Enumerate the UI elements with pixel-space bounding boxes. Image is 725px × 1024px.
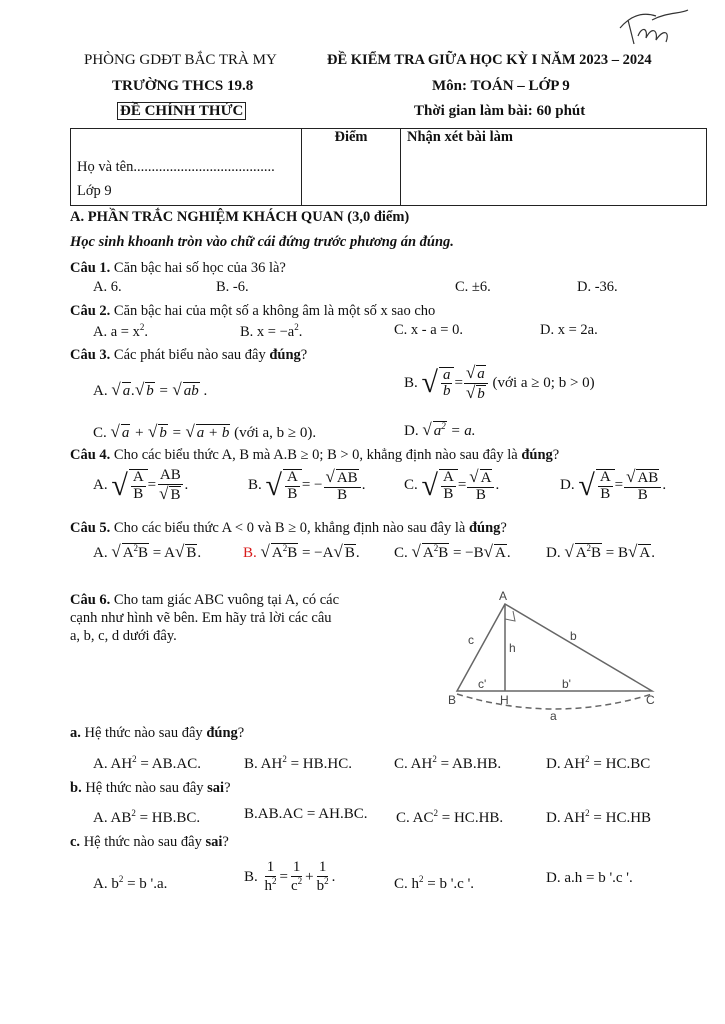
sup: 2 xyxy=(585,808,590,818)
label-b-prime: b' xyxy=(562,677,571,691)
q5-c-letter: C. xyxy=(394,545,408,561)
label-a-vertex: A xyxy=(499,589,508,603)
qc-text: Hệ thức nào sau đây xyxy=(83,834,206,850)
q5-d-letter: D. xyxy=(546,545,561,561)
official-label xyxy=(117,103,246,120)
q3-option-d[interactable]: D. √ $a^2 = a$. xyxy=(404,420,476,439)
frac-num: 1 xyxy=(318,859,327,875)
q4-end: ? xyxy=(552,447,560,463)
q6-stem-line3: a, b, c, d dưới đây. xyxy=(70,628,177,644)
q2-option-b[interactable] xyxy=(240,322,302,341)
qa-a-text: A. AH xyxy=(93,756,133,772)
qb-stem xyxy=(70,780,231,797)
q2-a-end: . xyxy=(144,323,148,340)
qa-c-text: C. AH xyxy=(394,756,433,772)
qc-stem xyxy=(70,834,229,851)
official-text: ĐỀ CHÍNH THỨC xyxy=(117,102,246,120)
label-c-vertex: C xyxy=(646,693,655,707)
qb-end: ? xyxy=(224,780,231,796)
q5-text: Cho các biểu thức A < 0 và B ≥ 0, khẳng định nào sau đây là xyxy=(113,520,469,536)
q3-d-letter: D. xyxy=(404,423,419,439)
right-angle-a xyxy=(505,611,515,621)
q4-stem xyxy=(70,447,559,464)
qa-label: a. xyxy=(70,725,81,741)
label-b-vertex: B xyxy=(448,693,457,707)
qc-c-text: C. h xyxy=(394,876,420,892)
qc-bold: sai xyxy=(205,834,223,850)
q3-text: Các phát biểu nào sau đây xyxy=(113,347,270,363)
q4-a-letter: A. xyxy=(93,477,108,494)
q2-b-text: B. x = −a xyxy=(240,323,295,340)
q5-option-d[interactable]: D. √ $A^2B = B√$ A. xyxy=(546,542,655,561)
qc-a-text: A. b xyxy=(93,876,119,892)
q1-text: Căn bậc hai số học của 36 là? xyxy=(113,260,286,276)
qb-option-a[interactable] xyxy=(93,808,200,827)
sup: 2 xyxy=(297,875,303,886)
qc-option-c[interactable] xyxy=(394,874,474,893)
q3-b-letter: B. xyxy=(404,374,418,391)
sup: 2 xyxy=(324,875,329,886)
sup: 2 xyxy=(118,874,124,884)
qc-end: ? xyxy=(222,834,229,850)
q1-option-b[interactable]: B. -6. xyxy=(216,279,249,295)
q3-option-b[interactable]: B. √ $\frac{a}{b}$ = $\frac{√ a}{√ b}$ (với a ≥ 0; b > 0) xyxy=(404,363,595,402)
qb-option-c[interactable] xyxy=(396,808,503,827)
section-a-instruction: Học sinh khoanh tròn vào chữ cái đứng trước phương án đúng. xyxy=(70,234,454,250)
qc-a-end: = b '.a. xyxy=(123,876,168,892)
q3-option-a[interactable]: A. √ a.√ b = √ ab . xyxy=(93,380,208,399)
qc-option-d[interactable]: D. a.h = b '.c '. xyxy=(546,870,633,886)
label-h-vertex: H xyxy=(500,693,509,707)
duration: Thời gian làm bài: 60 phút xyxy=(414,103,586,119)
triangle-figure xyxy=(440,584,665,724)
q3-c-note: (với a, b ≥ 0). xyxy=(234,425,317,441)
class-label: Lớp 9 xyxy=(77,183,112,199)
score-label: Điểm xyxy=(334,129,368,145)
exam-title: ĐỀ KIỂM TRA GIỮA HỌC KỲ I NĂM 2023 – 2024 xyxy=(327,52,652,68)
q4-option-c[interactable]: C. √ $\frac{A}{B}$ = $\frac{√ A}{B}$ . xyxy=(404,467,500,503)
q3-a-letter: A. xyxy=(93,383,108,399)
label-h: h xyxy=(509,641,516,655)
name-cell[interactable] xyxy=(71,129,302,206)
q1-label: Câu 1. xyxy=(70,260,111,276)
q3-bold: đúng xyxy=(269,347,301,363)
qa-option-d[interactable] xyxy=(546,754,650,773)
q2-text: Căn bậc hai của một số a không âm là một số x sao cho xyxy=(113,303,436,319)
q4-c-letter: C. xyxy=(404,477,418,494)
q1-option-c[interactable]: C. ±6. xyxy=(455,279,491,295)
q2-stem xyxy=(70,303,435,320)
qa-text: Hệ thức nào sau đây xyxy=(84,725,207,741)
qb-c-end: = HC.HB. xyxy=(438,810,504,826)
q4-bold: đúng xyxy=(521,447,553,463)
label-c-prime: c' xyxy=(478,677,487,691)
sup: 2 xyxy=(139,322,145,332)
frac-den-c: c xyxy=(290,877,298,894)
q5-a-letter: A. xyxy=(93,545,108,561)
q6-stem-line1 xyxy=(70,592,339,609)
q5-option-a[interactable]: A. √ $A^2B = A√$ B. xyxy=(93,542,202,561)
qa-d-text: D. AH xyxy=(546,756,586,772)
qb-bold: sai xyxy=(207,780,225,796)
q2-b-end: . xyxy=(298,323,303,340)
subject: Môn: TOÁN – LỚP 9 xyxy=(432,78,570,94)
qa-b-text: B. AH xyxy=(244,756,283,772)
qa-a-end: = AB.AC. xyxy=(136,756,201,772)
score-cell[interactable] xyxy=(302,129,401,206)
qa-end: ? xyxy=(237,725,245,741)
label-side-b: b xyxy=(570,629,577,643)
qb-d-end: = HC.HB xyxy=(589,810,652,826)
q5-option-c[interactable]: C. √ $A^2B = -B√$ A. xyxy=(394,542,511,561)
qb-option-d[interactable] xyxy=(546,808,651,827)
q4-option-b[interactable]: B. √ $\frac{A}{B}$ = − $\frac{√ AB}{B}$ . xyxy=(248,467,366,503)
qa-option-a[interactable] xyxy=(93,754,201,773)
sup: 2 xyxy=(131,808,136,818)
frac-den-h: h xyxy=(264,877,273,894)
sup: 2 xyxy=(585,754,590,764)
q5-end: ? xyxy=(500,520,507,536)
q5-option-b[interactable]: B. √ $A^2B = -A√$ B. xyxy=(243,542,360,561)
qb-text: Hệ thức nào sau đây xyxy=(85,780,208,796)
qa-c-end: = AB.HB. xyxy=(436,756,502,772)
q5-b-letter: B. xyxy=(243,545,257,561)
qc-option-b[interactable]: B. $\frac{1}{h^2}$ = $\frac{1}{c^2}$ + $\frac{1}{b^2}$ . xyxy=(244,859,336,894)
qa-stem xyxy=(70,725,244,742)
qc-label: c. xyxy=(70,834,81,850)
q5-label: Câu 5. xyxy=(70,520,111,536)
q5-stem xyxy=(70,520,507,537)
q4-b-letter: B. xyxy=(248,477,262,494)
sup: 2 xyxy=(272,875,277,886)
qc-b-letter: B. xyxy=(244,868,258,885)
q4-text: Cho các biểu thức A, B mà A.B ≥ 0; B > 0, khẳng định nào sau đây là xyxy=(113,447,522,463)
q1-option-d[interactable]: D. -36. xyxy=(577,279,618,295)
qb-c-text: C. AC xyxy=(396,810,434,826)
q4-option-a[interactable]: A. √ $\frac{A}{B}$ = $\frac{AB}{√ B}$ . xyxy=(93,467,189,503)
comment-cell[interactable] xyxy=(401,129,707,206)
sup: 2 xyxy=(419,874,424,884)
sup: 2 xyxy=(282,754,287,764)
label-side-a: a xyxy=(550,709,557,723)
qa-option-c[interactable] xyxy=(394,754,501,773)
name-label: Họ và tên....................................... xyxy=(77,159,275,175)
q5-bold: đúng xyxy=(468,520,501,536)
q2-a-text: A. a = x xyxy=(93,323,140,340)
qb-label: b. xyxy=(70,780,82,796)
frac-den-b: b xyxy=(316,877,325,894)
qa-b-end: = HB.HC. xyxy=(286,756,352,772)
q2-option-c[interactable]: C. x - a = 0. xyxy=(394,322,463,338)
q3-option-c[interactable]: C. √ a + √ b = √ a + b (với a, b ≥ 0). xyxy=(93,422,317,441)
q1-stem xyxy=(70,260,286,277)
qc-c-end: = b '.c '. xyxy=(423,876,475,892)
q3-b-note: (với a ≥ 0; b > 0) xyxy=(492,374,595,391)
comment-label: Nhận xét bài làm xyxy=(407,129,513,145)
q6-label: Câu 6. xyxy=(70,592,111,608)
q3-stem xyxy=(70,347,307,364)
qb-a-text: A. AB xyxy=(93,810,132,826)
sup: 2 xyxy=(132,754,137,764)
q6-stem-line2: cạnh như hình vẽ bên. Em hãy trả lời các câu xyxy=(70,610,332,626)
qb-d-text: D. AH xyxy=(546,810,586,826)
label-side-c: c xyxy=(468,633,474,647)
q2-option-a[interactable] xyxy=(93,322,148,341)
qb-a-end: = HB.BC. xyxy=(135,810,201,826)
base-arc xyxy=(457,694,652,709)
school-name: TRƯỜNG THCS 19.8 xyxy=(112,78,254,94)
sup: 2 xyxy=(432,754,437,764)
frac-num: 1 xyxy=(292,859,301,875)
sup: 2 xyxy=(294,322,299,332)
qa-d-end: = HC.BC xyxy=(589,756,651,772)
qb-option-b[interactable]: B.AB.AC = AH.BC. xyxy=(244,806,368,822)
qa-bold: đúng xyxy=(206,725,238,741)
qc-option-a[interactable] xyxy=(93,874,167,893)
q3-label: Câu 3. xyxy=(70,347,111,363)
q1-option-a[interactable]: A. 6. xyxy=(93,279,122,295)
q3-c-letter: C. xyxy=(93,425,107,441)
qa-option-b[interactable] xyxy=(244,754,352,773)
dept-name: PHÒNG GDĐT BẮC TRÀ MY xyxy=(84,52,277,68)
q6-text1: Cho tam giác ABC vuông tại A, có các xyxy=(113,592,340,608)
q4-d-letter: D. xyxy=(560,477,575,494)
sup: 2 xyxy=(433,808,439,818)
q4-option-d[interactable]: D. √ $\frac{A}{B}$ = $\frac{√ AB}{B}$ . xyxy=(560,467,667,503)
signature xyxy=(612,6,692,50)
section-a-title: A. PHẦN TRẮC NGHIỆM KHÁCH QUAN (3,0 điểm) xyxy=(70,209,410,225)
frac-num: 1 xyxy=(266,859,275,875)
q2-option-d[interactable]: D. x = 2a. xyxy=(540,322,598,338)
student-info-table xyxy=(70,128,707,206)
q4-label: Câu 4. xyxy=(70,447,111,463)
q2-label: Câu 2. xyxy=(70,303,111,319)
q3-end: ? xyxy=(300,347,308,363)
